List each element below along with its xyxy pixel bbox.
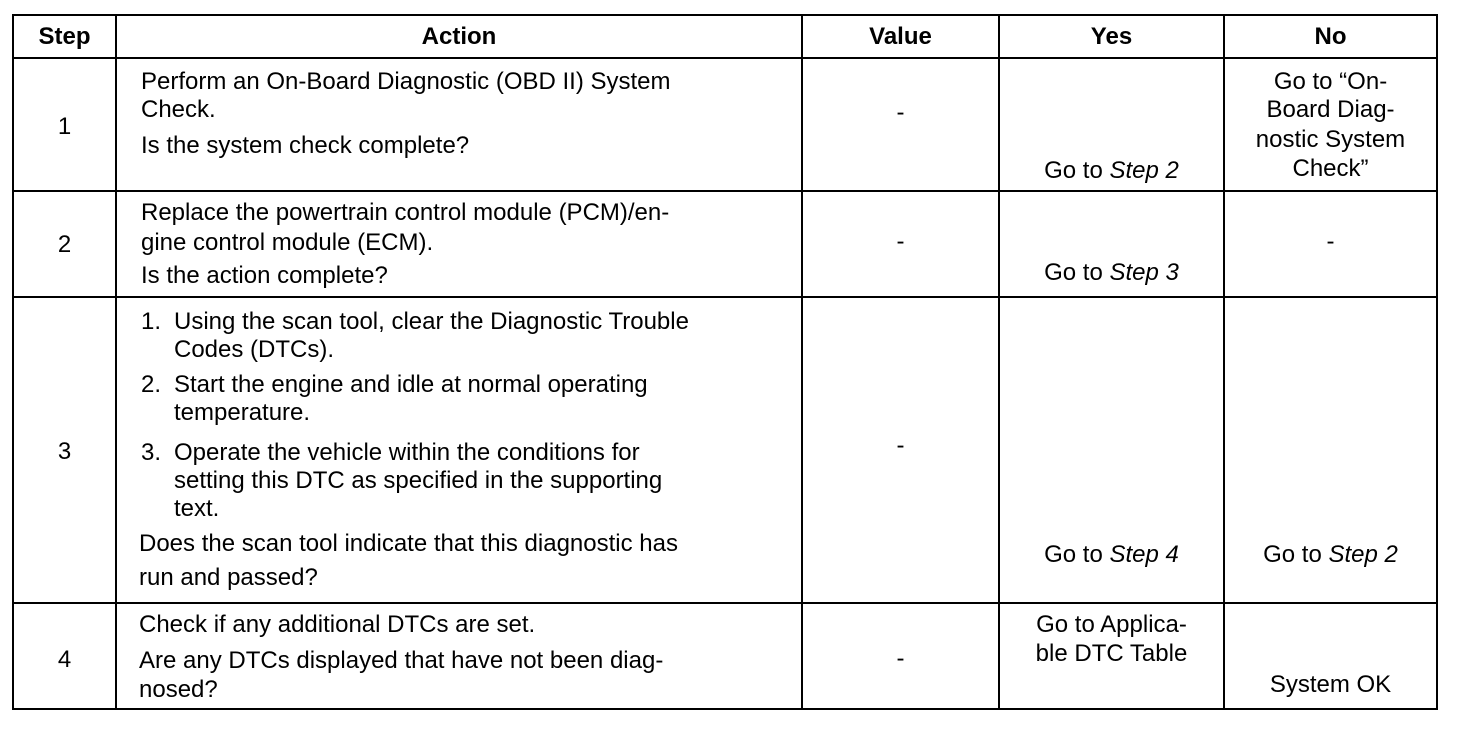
list-number: 2.	[141, 371, 162, 398]
list-line: Codes (DTCs).	[174, 336, 335, 363]
value-text: -	[896, 99, 905, 126]
action-text: Perform an On-Board Diagnostic (OBD II) System	[141, 68, 671, 95]
step-cell	[14, 604, 117, 708]
yes-text: Go to Applica-	[1036, 611, 1187, 638]
no-cell	[1225, 298, 1436, 602]
table-row	[14, 192, 1436, 298]
table-row	[14, 604, 1436, 708]
step-number: 4	[57, 646, 72, 673]
list-number: 1.	[141, 308, 162, 335]
action-text: gine control module (ECM).	[141, 229, 434, 256]
value-text: -	[896, 645, 905, 672]
yes-step-link: Step 2	[1109, 157, 1179, 184]
no-text: nostic System	[1255, 126, 1406, 153]
no-text: Board Diag-	[1266, 96, 1395, 123]
yes-text: ble DTC Table	[1035, 640, 1188, 667]
action-cell	[117, 604, 803, 708]
no-cell	[1225, 59, 1436, 190]
no-cell	[1225, 604, 1436, 708]
action-text: Replace the powertrain control module (PCM)/en-	[141, 199, 670, 226]
table-row	[14, 59, 1436, 192]
no-prefix: Go to	[1263, 541, 1329, 568]
action-question: Are any DTCs displayed that have not been diag-	[139, 647, 664, 674]
action-text: Check if any additional DTCs are set.	[139, 611, 536, 638]
no-text	[1225, 541, 1436, 569]
step-cell	[14, 298, 117, 602]
yes-prefix: Go to	[1044, 259, 1110, 286]
value-cell	[803, 604, 1000, 708]
value-text: -	[896, 228, 905, 255]
list-line: Start the engine and idle at normal operating	[174, 371, 648, 398]
list-text	[174, 439, 774, 523]
step-cell	[14, 59, 117, 190]
list-line: setting this DTC as specified in the supporting	[174, 467, 663, 494]
diagnostic-table	[12, 14, 1438, 710]
no-text: -	[1326, 228, 1335, 255]
table-header-row	[14, 16, 1436, 59]
action-question: run and passed?	[139, 564, 318, 591]
step-number: 1	[57, 113, 72, 140]
list-number: 3.	[141, 439, 162, 466]
yes-text	[1000, 157, 1223, 185]
step-number: 3	[57, 438, 72, 465]
step-number: 2	[57, 231, 72, 258]
action-question: Is the action complete?	[141, 262, 388, 289]
yes-cell	[1000, 604, 1225, 708]
list-line: Operate the vehicle within the conditions for	[174, 439, 640, 466]
yes-text	[1000, 541, 1223, 569]
action-text: Check.	[141, 96, 216, 123]
list-line: text.	[174, 495, 220, 522]
header-value: Value	[803, 16, 1000, 57]
value-cell	[803, 298, 1000, 602]
list-line: Using the scan tool, clear the Diagnostic Trouble	[174, 308, 689, 335]
yes-cell	[1000, 59, 1225, 190]
yes-text	[1000, 259, 1223, 287]
value-cell	[803, 192, 1000, 296]
yes-cell	[1000, 192, 1225, 296]
list-text	[174, 308, 774, 364]
no-text: Check”	[1292, 155, 1369, 182]
no-text: System OK	[1269, 671, 1392, 698]
list-line: temperature.	[174, 399, 311, 426]
header-step: Step	[14, 16, 117, 57]
list-text	[174, 371, 774, 427]
action-cell	[117, 59, 803, 190]
action-cell	[117, 192, 803, 296]
no-step-link: Step 2	[1328, 541, 1398, 568]
value-cell	[803, 59, 1000, 190]
yes-cell	[1000, 298, 1225, 602]
header-yes: Yes	[1000, 16, 1225, 57]
action-question: Does the scan tool indicate that this diagnostic has	[139, 530, 678, 557]
value-text: -	[896, 432, 905, 459]
yes-prefix: Go to	[1044, 541, 1110, 568]
no-cell	[1225, 192, 1436, 296]
yes-prefix: Go to	[1044, 157, 1110, 184]
step-cell	[14, 192, 117, 296]
header-no: No	[1314, 23, 1347, 50]
action-question: Is the system check complete?	[141, 132, 470, 159]
header-action: Action	[117, 16, 803, 57]
yes-step-link: Step 4	[1109, 541, 1179, 568]
no-text: Go to “On-	[1273, 68, 1388, 95]
table-row	[14, 298, 1436, 604]
action-question: nosed?	[139, 676, 218, 703]
yes-step-link: Step 3	[1109, 259, 1179, 286]
action-cell	[117, 298, 803, 602]
